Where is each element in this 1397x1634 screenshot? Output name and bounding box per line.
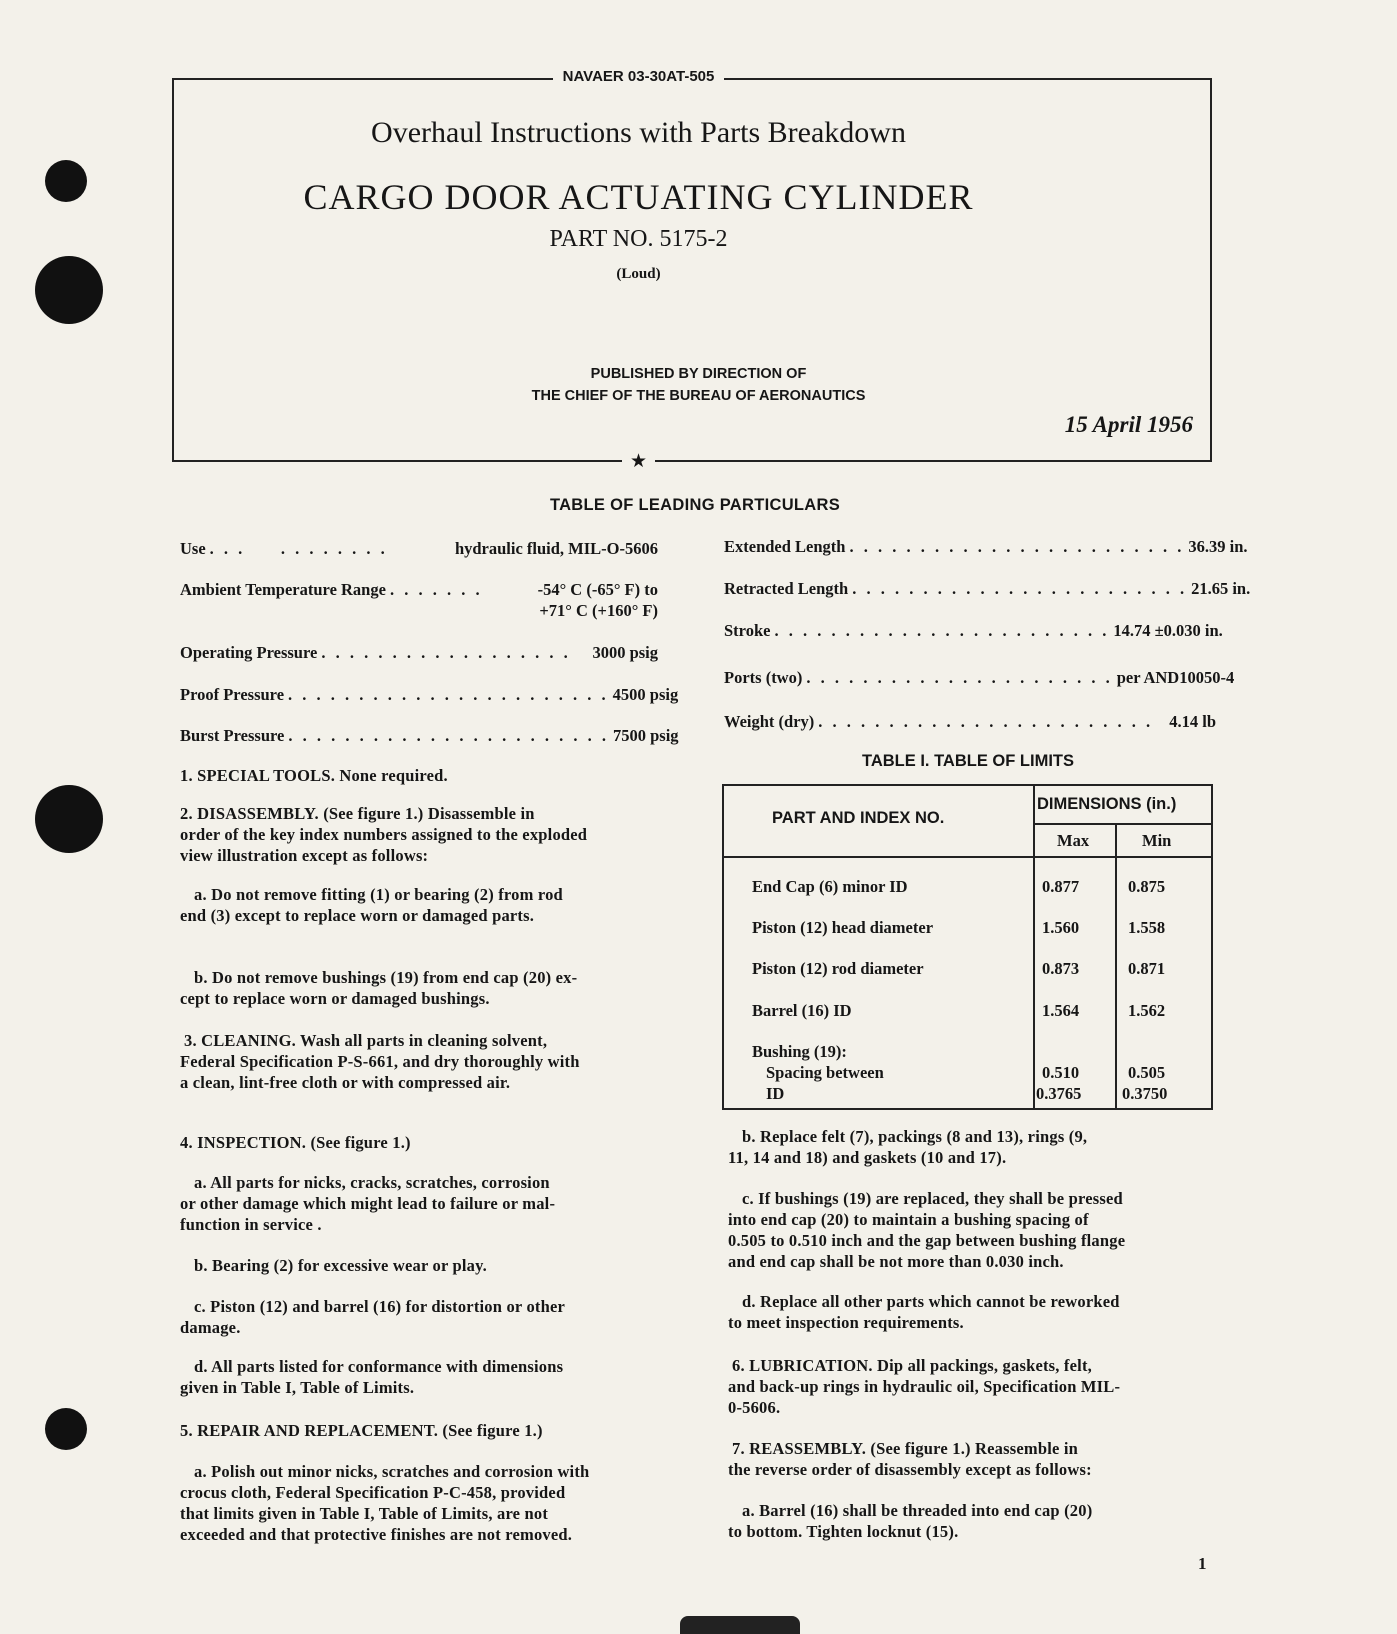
repair-step-d: d. Replace all other parts which cannot be reworked to meet inspection requirements.: [728, 1292, 1120, 1332]
particular-row: Stroke . . . . . . . . . . . . . . . . . . . . . . . . 14.74 ±0.030 in.: [724, 621, 1223, 640]
particular-row: Ambient Temperature Range . . . . . . . -54° C (-65° F) to: [180, 580, 658, 599]
section-disassembly: 2. DISASSEMBLY. (See figure 1.) Disassemble in order of the key index numbers assigned to the exploded view illustration except as follows:: [180, 804, 588, 865]
reassembly-step-a: a. Barrel (16) shall be threaded into end cap (20) to bottom. Tighten locknut (15).: [728, 1501, 1093, 1541]
section-repair: 5. REPAIR AND REPLACEMENT. (See figure 1.): [180, 1421, 543, 1440]
limits-row-min: 0.3750: [1122, 1084, 1168, 1103]
limits-row-max: 1.564: [1042, 1001, 1080, 1020]
section-reassembly: 7. REASSEMBLY. (See figure 1.) Reassemble in the reverse order of disassembly except as follows:: [728, 1439, 1092, 1479]
limits-row-part: Spacing between: [766, 1063, 884, 1082]
limits-row-max: 0.3765: [1036, 1084, 1082, 1103]
published-line-1: PUBLISHED BY DIRECTION OF: [590, 366, 807, 382]
limits-row-part: Piston (12) rod diameter: [752, 959, 924, 978]
limits-row-min: 1.558: [1128, 918, 1166, 937]
section-special-tools: 1. SPECIAL TOOLS. None required.: [180, 766, 448, 785]
inspection-step-c: c. Piston (12) and barrel (16) for distortion or other damage.: [180, 1297, 566, 1337]
section-inspection: 4. INSPECTION. (See figure 1.): [180, 1133, 411, 1152]
manufacturer: (Loud): [616, 266, 661, 282]
document-title: CARGO DOOR ACTUATING CYLINDER: [303, 177, 974, 217]
repair-step-c: c. If bushings (19) are replaced, they shall be pressed into end cap (20) to maintain a bushing spacing of 0.505 to 0.510 inch and the gap between bushing flange and end cap shall be not more than 0.030 inch.: [728, 1189, 1126, 1271]
binding-mark: [680, 1616, 800, 1634]
limits-row-part: End Cap (6) minor ID: [752, 877, 908, 896]
binder-hole: [35, 785, 103, 853]
repair-step-a: a. Polish out minor nicks, scratches and corrosion with crocus cloth, Federal Specification P-C-458, provided that limits given in Table I, Table of Limits, are not exceeded and that protective finishes are not removed.: [180, 1462, 590, 1544]
particular-row: Operating Pressure . . . . . . . . . . . . . . . . . . 3000 psig: [180, 643, 658, 662]
limits-row-part: Piston (12) head diameter: [752, 918, 934, 937]
limits-row-min: 0.875: [1128, 877, 1166, 896]
limits-row-min: 0.505: [1128, 1063, 1166, 1082]
particular-row-cont: +71° C (+160° F): [539, 601, 658, 620]
limits-row-part: Barrel (16) ID: [752, 1001, 852, 1020]
inspection-step-a: a. All parts for nicks, cracks, scratches, corrosion or other damage which might lead to failure or mal- function in service .: [180, 1173, 556, 1234]
limits-header-max: Max: [1057, 831, 1090, 850]
particulars-title: TABLE OF LEADING PARTICULARS: [549, 496, 841, 514]
limits-table: [722, 784, 1213, 1110]
published-line-2: THE CHIEF OF THE BUREAU OF AERONAUTICS: [531, 388, 866, 404]
binder-hole: [45, 1408, 87, 1450]
limits-row-min: 0.871: [1128, 959, 1166, 978]
limits-bushing-label: Bushing (19):: [752, 1042, 847, 1061]
disassembly-step-a: a. Do not remove fitting (1) or bearing (2) from rod end (3) except to replace worn or damaged parts.: [180, 885, 563, 925]
limits-row-min: 1.562: [1128, 1001, 1166, 1020]
section-cleaning: 3. CLEANING. Wash all parts in cleaning solvent, Federal Specification P-S-661, and dry thoroughly with a clean, lint-free cloth or with compressed air.: [180, 1031, 580, 1092]
inspection-step-d: d. All parts listed for conformance with dimensions given in Table I, Table of Limits.: [180, 1357, 564, 1397]
inspection-step-b: b. Bearing (2) for excessive wear or play.: [194, 1256, 487, 1275]
particular-row: Use . . . . . . . . . . . hydraulic fluid, MIL-O-5606: [180, 539, 658, 558]
limits-title: TABLE I. TABLE OF LIMITS: [861, 752, 1075, 770]
star-icon: ★: [0, 452, 1277, 472]
document-id: NAVAER 03-30AT-505: [0, 68, 1277, 85]
overhaul-heading: Overhaul Instructions with Parts Breakdown: [371, 116, 906, 149]
limits-row-max: 0.877: [1042, 877, 1080, 896]
limits-row-max: 1.560: [1042, 918, 1080, 937]
particular-row: Ports (two) . . . . . . . . . . . . . . . . . . . . . . per AND10050-4: [724, 668, 1235, 687]
part-number: PART NO. 5175-2: [549, 226, 728, 252]
particular-row: Burst Pressure . . . . . . . . . . . . . . . . . . . . . . . 7500 psig: [180, 726, 679, 745]
limits-header-part: PART AND INDEX NO.: [772, 809, 945, 827]
limits-row-max: 0.873: [1042, 959, 1080, 978]
repair-step-b: b. Replace felt (7), packings (8 and 13), rings (9, 11, 14 and 18) and gaskets (10 and 17).: [728, 1127, 1088, 1167]
publication-date: 15 April 1956: [1064, 412, 1193, 437]
limits-header-dimensions: DIMENSIONS (in.): [1037, 795, 1177, 813]
section-lubrication: 6. LUBRICATION. Dip all packings, gaskets, felt, and back-up rings in hydraulic oil, Specification MIL- 0-5606.: [728, 1356, 1121, 1417]
particular-row: Weight (dry) . . . . . . . . . . . . . . . . . . . . . . . . 4.14 lb: [724, 712, 1216, 731]
particular-row: Extended Length . . . . . . . . . . . . . . . . . . . . . . . . 36.39 in.: [724, 537, 1248, 556]
disassembly-step-b: b. Do not remove bushings (19) from end cap (20) ex- cept to replace worn or damaged bushings.: [180, 968, 578, 1008]
page-number: 1: [1198, 1554, 1207, 1573]
particular-row: Proof Pressure . . . . . . . . . . . . . . . . . . . . . . . 4500 psig: [180, 685, 679, 704]
limits-row-max: 0.510: [1042, 1063, 1080, 1082]
particular-row: Retracted Length . . . . . . . . . . . . . . . . . . . . . . . . 21.65 in.: [724, 579, 1251, 598]
limits-row-part: ID: [766, 1084, 785, 1103]
limits-header-min: Min: [1142, 831, 1172, 850]
